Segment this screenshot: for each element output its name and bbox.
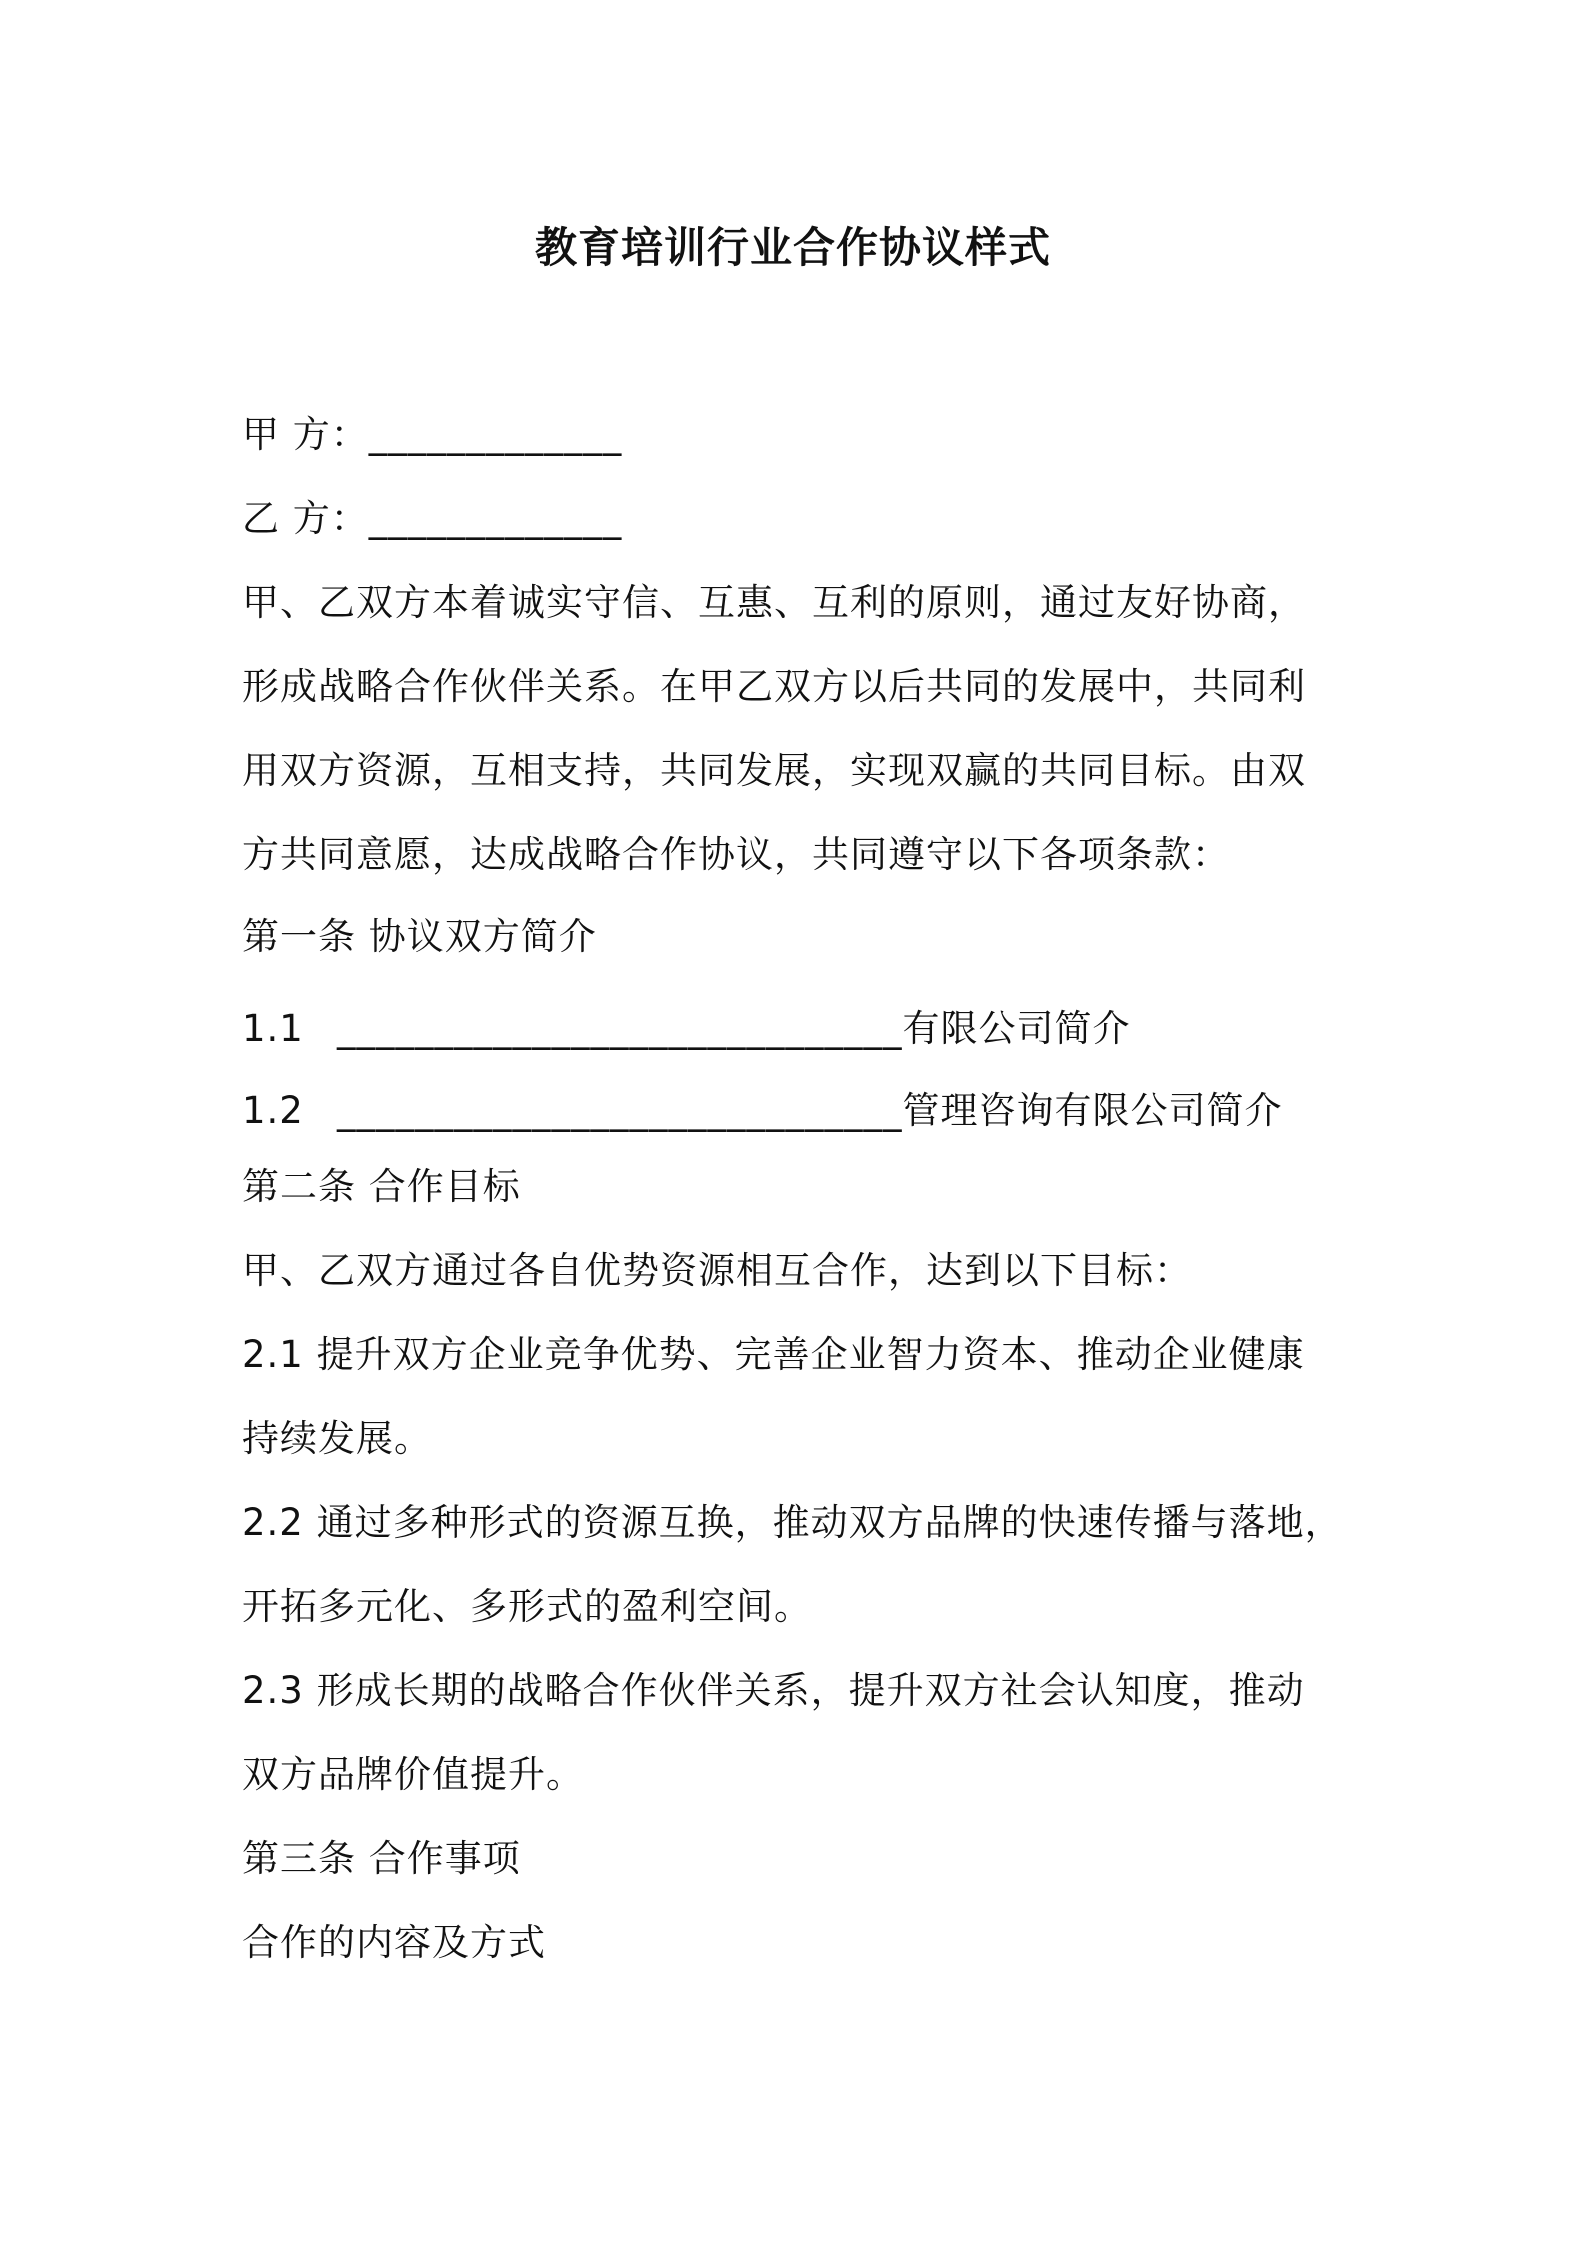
article2-line: 2.2 通过多种形式的资源互换，推动双方品牌的快速传播与落地，: [242, 1501, 1343, 1544]
article2-heading: 第二条 合作目标: [242, 1165, 521, 1208]
item-number: 1.2: [242, 1089, 304, 1132]
preamble-line: 用双方资源，互相支持，共同发展，实现双赢的共同目标。由双: [242, 749, 1306, 792]
article2-line: 持续发展。: [242, 1417, 432, 1460]
article2-line: 2.3 形成长期的战略合作伙伴关系，提升双方社会认知度，推动: [242, 1669, 1305, 1712]
preamble-line: 形成战略合作伙伴关系。在甲乙双方以后共同的发展中，共同利: [242, 665, 1306, 708]
party-b-line: 乙 方：_____________: [242, 497, 623, 540]
item-number: 1.1: [242, 1007, 304, 1050]
article2-line: 开拓多元化、多形式的盈利空间。: [242, 1585, 812, 1628]
preamble-line: 方共同意愿，达成战略合作协议，共同遵守以下各项条款：: [242, 833, 1230, 876]
article2-line: 双方品牌价值提升。: [242, 1753, 584, 1796]
party-a-line: 甲 方：_____________: [242, 413, 623, 456]
item-text: _____________________________管理咨询有限公司简介: [337, 1089, 1283, 1132]
article2-intro: 甲、乙双方通过各自优势资源相互合作，达到以下目标：: [242, 1249, 1192, 1292]
article3-heading: 第三条 合作事项: [242, 1837, 521, 1880]
article1-item: [242, 1086, 1283, 1136]
preamble-line: 甲、乙双方本着诚实守信、互惠、互利的原则，通过友好协商，: [242, 581, 1306, 624]
article2-line: 2.1 提升双方企业竞争优势、完善企业智力资本、推动企业健康: [242, 1333, 1305, 1376]
item-text: _____________________________有限公司简介: [337, 1007, 1131, 1050]
article3-subheading: 合作的内容及方式: [242, 1921, 546, 1964]
article1-heading: 第一条 协议双方简介: [242, 915, 597, 958]
article1-item: [242, 1004, 1131, 1054]
document-title: 教育培训行业合作协议样式: [534, 223, 1051, 272]
